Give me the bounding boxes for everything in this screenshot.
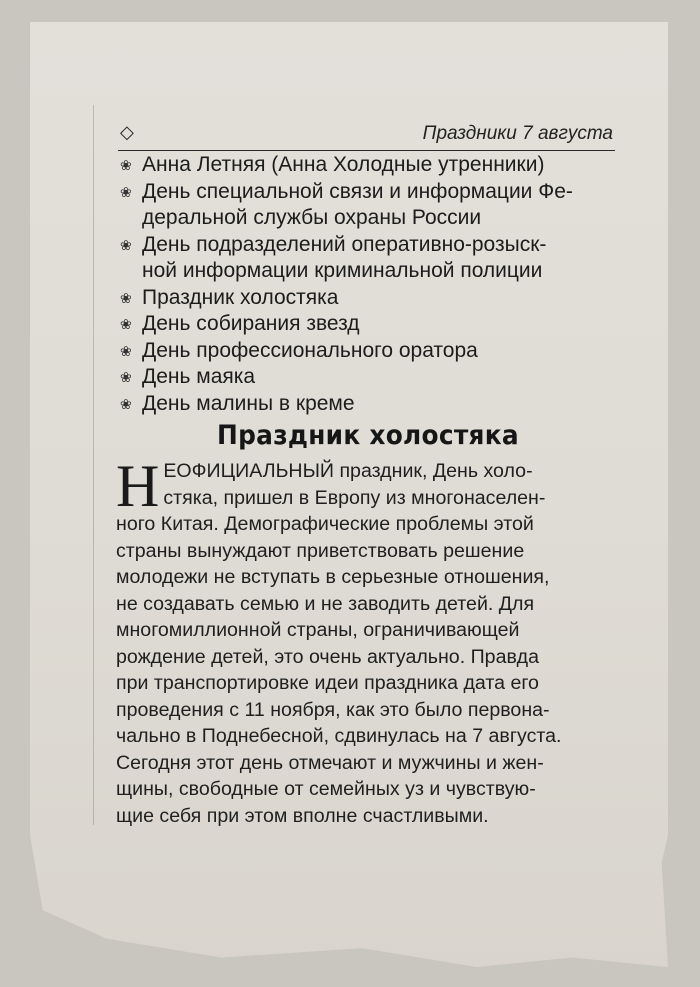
flower-bullet-icon: ❀ [120, 395, 132, 412]
article-line: щие себя при этом вполне счастливыми. [116, 804, 489, 827]
list-item-text: Анна Летняя (Анна Холодные утренники) [142, 153, 545, 176]
list-item-text: День специальной связи и информации Фе- [142, 179, 573, 203]
article-line: молодежи не вступать в серьезные отношения, [116, 566, 550, 588]
flower-bullet-icon: ❀ [120, 316, 132, 332]
article-line: не создавать семью и не заводить детей. Для [116, 592, 535, 615]
list-item-text: деральной службы охраны России [142, 206, 482, 229]
section-header [118, 120, 615, 151]
flower-bullet-icon: ❀ [120, 342, 132, 359]
flower-bullet-icon: ❀ [120, 289, 132, 306]
list-item [120, 338, 620, 365]
article-line: Сегодня этот день отмечают и мужчины и жен- [116, 751, 544, 774]
list-item-text: Праздник холостяка [142, 285, 339, 309]
article-line: страны вынуждают приветствовать решение [116, 539, 525, 562]
list-item [120, 232, 620, 285]
list-item [120, 311, 620, 338]
list-item [120, 364, 620, 391]
list-item-text: День собирания звезд [142, 312, 360, 335]
article-title: Праздник холостяка [217, 420, 519, 451]
flower-bullet-icon: ❀ [120, 236, 132, 253]
list-item-text: День малины в креме [142, 391, 355, 415]
list-item-text: День профессионального оратора [142, 338, 478, 362]
diamond-icon: ◇ [120, 122, 134, 142]
flower-bullet-icon: ❀ [120, 183, 132, 200]
article-body [116, 453, 616, 829]
article-line: рождение детей, это очень актуально. Правда [116, 645, 539, 668]
list-item [120, 391, 620, 418]
article-line: проведения с 11 ноября, как это было первона- [116, 698, 550, 721]
dropcap: Н [116, 453, 160, 519]
list-item-text: День маяка [142, 365, 256, 388]
list-item-text: День подразделений оперативно-розыск- [142, 232, 547, 256]
list-item [120, 285, 620, 312]
article-line: стяка, пришел в Европу из многонаселен- [163, 486, 546, 509]
article-line: ЕОФИЦИАЛЬНЫЙ праздник, День холо- [163, 460, 533, 482]
section-title: Праздники 7 августа [422, 123, 613, 144]
flower-bullet-icon: ❀ [120, 157, 132, 173]
list-item [120, 179, 620, 232]
list-item [120, 152, 620, 179]
article-line: чально в Поднебесной, сдвинулась на 7 августа. [116, 725, 562, 747]
article-line: при транспортировке идеи праздника дата его [116, 672, 539, 694]
flower-bullet-icon: ❀ [120, 369, 132, 385]
article-line: ного Китая. Демографические проблемы этой [116, 513, 534, 535]
article-line: щины, свободные от семейных уз и чувствую- [116, 778, 536, 800]
list-item-text: ной информации криминальной полиции [142, 259, 543, 282]
article-line: многомиллионной страны, ограничивающей [116, 619, 520, 641]
holiday-list [120, 152, 620, 417]
